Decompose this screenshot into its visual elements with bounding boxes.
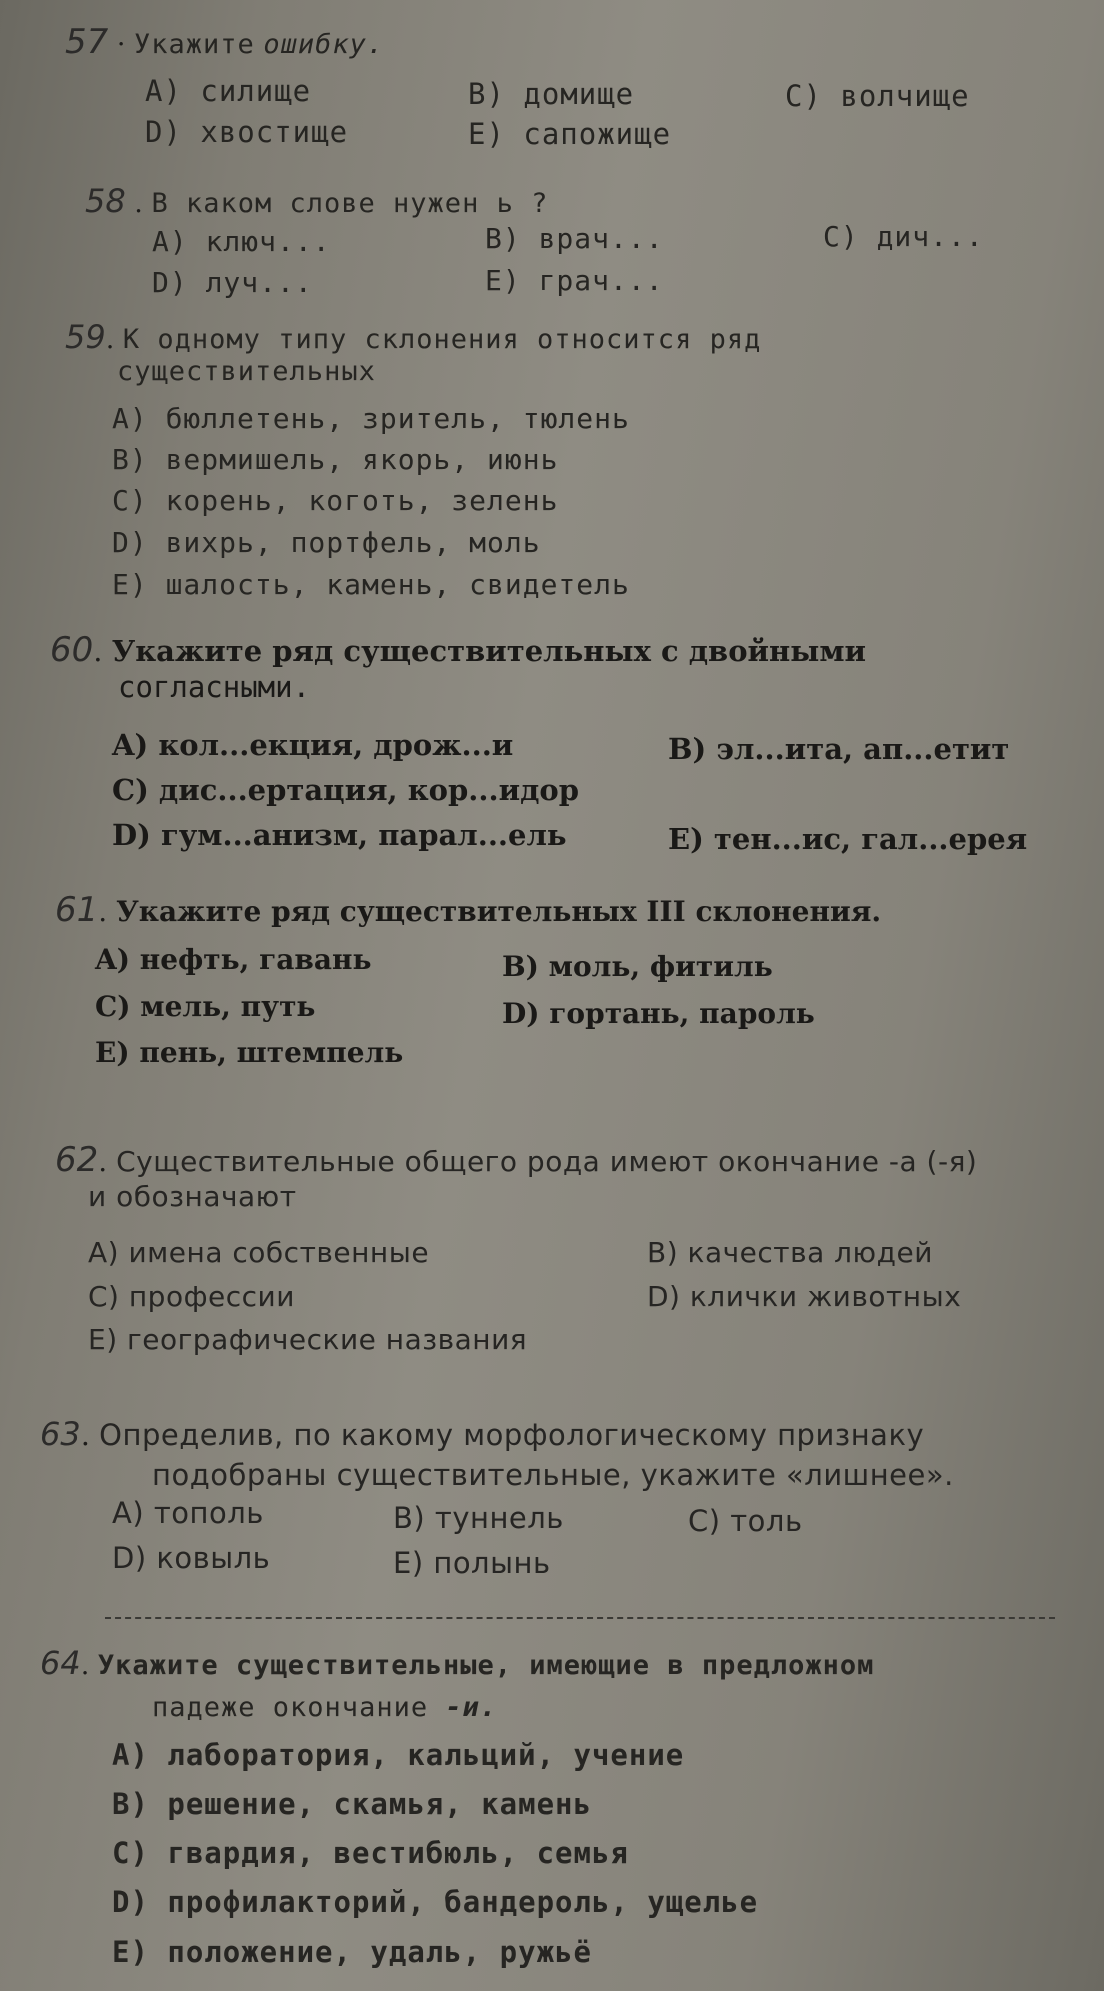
option-c: C) гвардия, вестибюль, семья	[112, 1836, 629, 1870]
option-c: C) дич...	[823, 220, 984, 253]
question-text: К одному типу склонения относится ряд	[122, 324, 762, 355]
option-c: C) корень, коготь, зелень	[112, 484, 559, 517]
question-61: 61. Укажите ряд существительных III склонения. A) нефть, гавань B) моль, фитиль C) мель, путь D) гортань, пароль E) пень, штемпель	[55, 890, 882, 1069]
question-text: Существительные общего рода имеют окончание -а (-я)	[116, 1145, 978, 1178]
option-c: C) мель, путь	[95, 990, 316, 1023]
question-number: 60	[50, 630, 94, 670]
question-number: 58	[85, 182, 126, 220]
option-b: B) домище	[468, 77, 635, 111]
option-b: B) туннель	[393, 1501, 564, 1535]
option-d: D) профилакторий, бандероль, ущелье	[112, 1885, 759, 1919]
question-text-line2: падеже окончание	[152, 1692, 429, 1723]
option-e: E) полынь	[393, 1546, 551, 1580]
option-b: B) решение, скамья, камень	[112, 1787, 592, 1821]
option-b: B) моль, фитиль	[502, 950, 773, 983]
option-e: E) тен...ис, гал...ерея	[668, 822, 1028, 856]
question-62: 62. Существительные общего рода имеют окончание -а (-я) и обозначают A) имена собственные B) качества людей C) профессии D) клички животных E) географические названия	[0, 1140, 1104, 1213]
section-divider	[105, 1617, 1055, 1619]
option-b: B) эл...ита, ап...етит	[668, 732, 1010, 766]
question-text-line2: существительных	[117, 356, 376, 387]
option-a: A) бюллетень, зритель, тюлень	[112, 402, 630, 435]
option-a: A) тополь	[112, 1496, 264, 1530]
question-number: 59	[65, 318, 106, 356]
question-text: В каком слове нужен ь ?	[151, 188, 549, 219]
option-d: D) ковыль	[112, 1541, 271, 1575]
question-text: Укажите существительные, имеющие в предложном	[97, 1650, 875, 1681]
option-e: E) пень, штемпель	[95, 1036, 404, 1069]
option-d: D) луч...	[152, 266, 313, 299]
option-c: C) волчище	[785, 79, 970, 113]
option-a: A) лаборатория, кальций, учение	[112, 1738, 685, 1772]
option-d: D) вихрь, портфель, моль	[112, 526, 541, 559]
option-c: C) толь	[688, 1504, 803, 1538]
option-e: E) сапожище	[468, 117, 672, 151]
option-b: B) качества людей	[647, 1236, 933, 1269]
option-d: D) хвостище	[145, 115, 349, 149]
option-c: C) дис...ертация, кор...идор	[112, 773, 580, 807]
option-a: A) нефть, гавань	[95, 943, 372, 976]
question-number: 57	[65, 22, 109, 62]
option-e: E) географические названия	[88, 1323, 528, 1356]
question-number: 64	[40, 1644, 81, 1682]
option-a: A) силище	[145, 74, 312, 108]
option-a: A) имена собственные	[88, 1236, 430, 1269]
question-60: 60. Укажите ряд существительных с двойными согласными. A) кол...екция, дрож...и B) эл...ита, ап...етит C) дис...ертация, кор...идор D) гум...анизм, парал...ель E) тен...ис, гал...ерея	[0, 630, 1104, 704]
question-59: 59. К одному типу склонения относится ряд существительных A) бюллетень, зритель, тюлень B) вермишель, якорь, июнь C) корень, коготь, зелень D) вихрь, портфель, моль E) шалость, камень, свидетель	[0, 318, 1104, 387]
option-d: D) гум...анизм, парал...ель	[112, 818, 567, 852]
option-a: A) ключ...	[152, 225, 331, 258]
question-text: Укажите ряд существительных III склонения.	[116, 895, 882, 928]
question-number: 62	[55, 1140, 99, 1180]
option-b: B) врач...	[485, 222, 664, 255]
option-c: C) профессии	[88, 1280, 295, 1313]
question-text-line2: и обозначают	[88, 1180, 297, 1213]
question-text-line2: подобраны существительные, укажите «лишнее».	[152, 1458, 954, 1492]
option-a: A) кол...екция, дрож...и	[112, 728, 514, 762]
question-number: 63	[40, 1415, 81, 1453]
question-text-emphasis: -и.	[445, 1692, 498, 1723]
question-63: 63. Определив, по какому морфологическому признаку подобраны существительные, укажите «лишнее». A) тополь B) туннель C) толь D) ковыль E) полынь	[0, 1414, 1104, 1495]
option-d: D) гортань, пароль	[502, 997, 815, 1030]
question-57: 57 · Укажите ошибку. A) силище B) домище C) волчище D) хвостище E) сапожище	[65, 22, 970, 151]
question-64: 64. Укажите существительные, имеющие в предложном падеже окончание -и. A) лаборатория, кальций, учение B) решение, скамья, камень C) гвардия, вестибюль, семья D) профилакторий, бандероль, ущелье E) положение, удаль, ружьё	[40, 1644, 875, 1969]
option-d: D) клички животных	[647, 1280, 962, 1313]
option-b: B) вермишель, якорь, июнь	[112, 443, 559, 476]
question-text: Определив, по какому морфологическому признаку	[99, 1418, 925, 1452]
option-e: E) положение, удаль, ружьё	[112, 1935, 592, 1969]
question-text: Укажите	[134, 29, 255, 60]
question-number: 61	[55, 890, 99, 930]
option-e: E) шалость, камень, свидетель	[112, 568, 630, 601]
question-text-line2: согласными.	[118, 670, 311, 704]
question-58: 58 . В каком слове нужен ь ? A) ключ... B) врач... C) дич... D) луч... E) грач...	[85, 182, 984, 299]
question-text-emphasis: ошибку.	[263, 29, 385, 60]
option-e: E) грач...	[485, 264, 664, 297]
question-text: Укажите ряд существительных с двойными	[111, 634, 867, 668]
